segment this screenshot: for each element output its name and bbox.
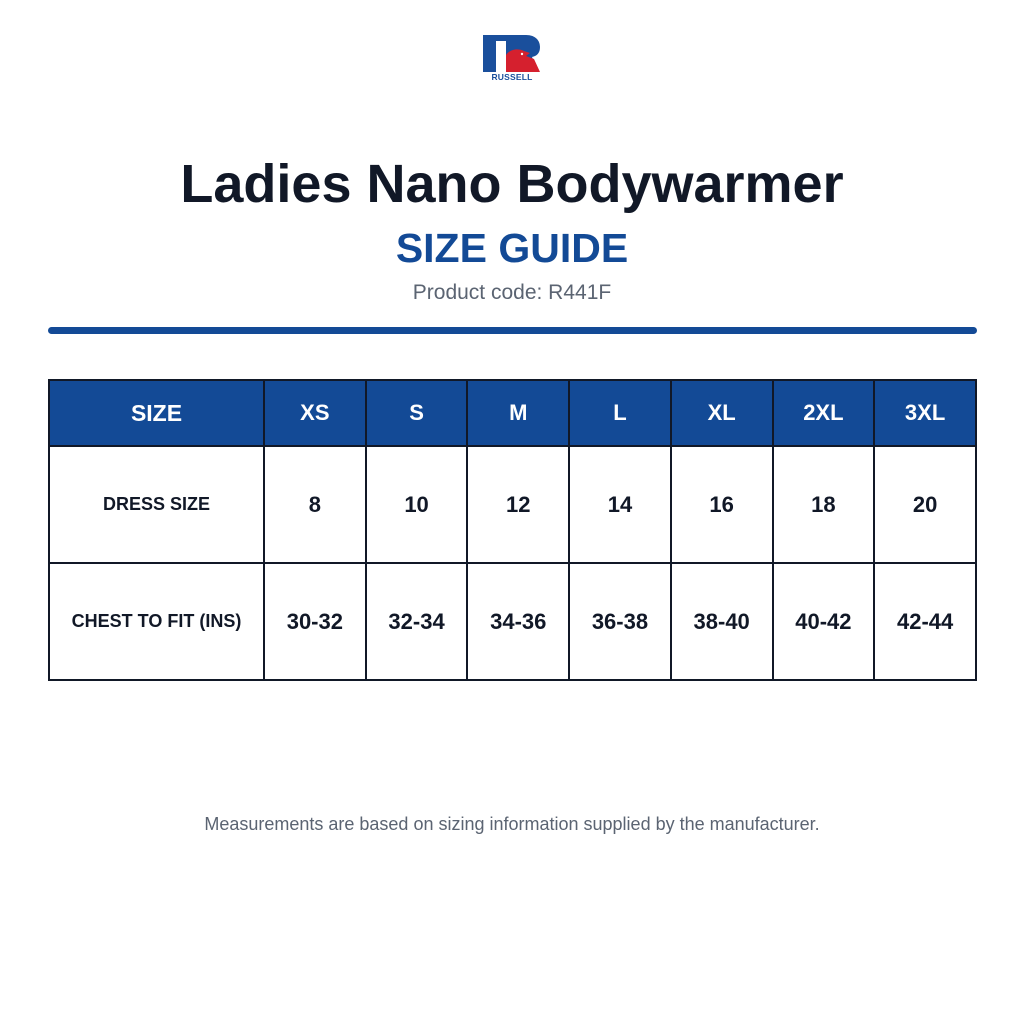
page-subtitle: SIZE GUIDE bbox=[395, 225, 629, 271]
column-header: 2XL bbox=[773, 380, 875, 446]
table-cell: 18 bbox=[773, 446, 875, 563]
row-label: CHEST TO FIT (INS) bbox=[49, 563, 264, 680]
table-cell: 40-42 bbox=[773, 563, 875, 680]
table-cell: 36-38 bbox=[569, 563, 671, 680]
size-header-cell: SIZE bbox=[49, 380, 264, 446]
page-title: Ladies Nano Bodywarmer bbox=[180, 154, 844, 214]
footnote: Measurements are based on sizing information supplied by the manufacturer. bbox=[204, 814, 820, 834]
column-header: L bbox=[569, 380, 671, 446]
russell-logo-mark bbox=[482, 33, 542, 73]
size-table bbox=[48, 379, 977, 681]
logo-wordmark: RUSSELL bbox=[491, 72, 533, 82]
table-cell: 20 bbox=[874, 446, 976, 563]
table-cell: 14 bbox=[569, 446, 671, 563]
row-label: DRESS SIZE bbox=[49, 446, 264, 563]
table-cell: 34-36 bbox=[467, 563, 569, 680]
table-cell: 16 bbox=[671, 446, 773, 563]
russell-logo bbox=[482, 33, 542, 83]
table-cell: 12 bbox=[467, 446, 569, 563]
column-header: XL bbox=[671, 380, 773, 446]
column-header: 3XL bbox=[874, 380, 976, 446]
column-header: XS bbox=[264, 380, 366, 446]
table-cell: 38-40 bbox=[671, 563, 773, 680]
table-cell: 10 bbox=[366, 446, 468, 563]
column-header: S bbox=[366, 380, 468, 446]
table-cell: 42-44 bbox=[874, 563, 976, 680]
table-header-row bbox=[49, 380, 976, 446]
column-header: M bbox=[467, 380, 569, 446]
table-row-dress-size bbox=[49, 446, 976, 563]
table-row-chest bbox=[49, 563, 976, 680]
table-cell: 32-34 bbox=[366, 563, 468, 680]
table-cell: 30-32 bbox=[264, 563, 366, 680]
header-divider bbox=[48, 327, 977, 334]
product-code: Product code: R441F bbox=[412, 281, 612, 304]
table-cell: 8 bbox=[264, 446, 366, 563]
